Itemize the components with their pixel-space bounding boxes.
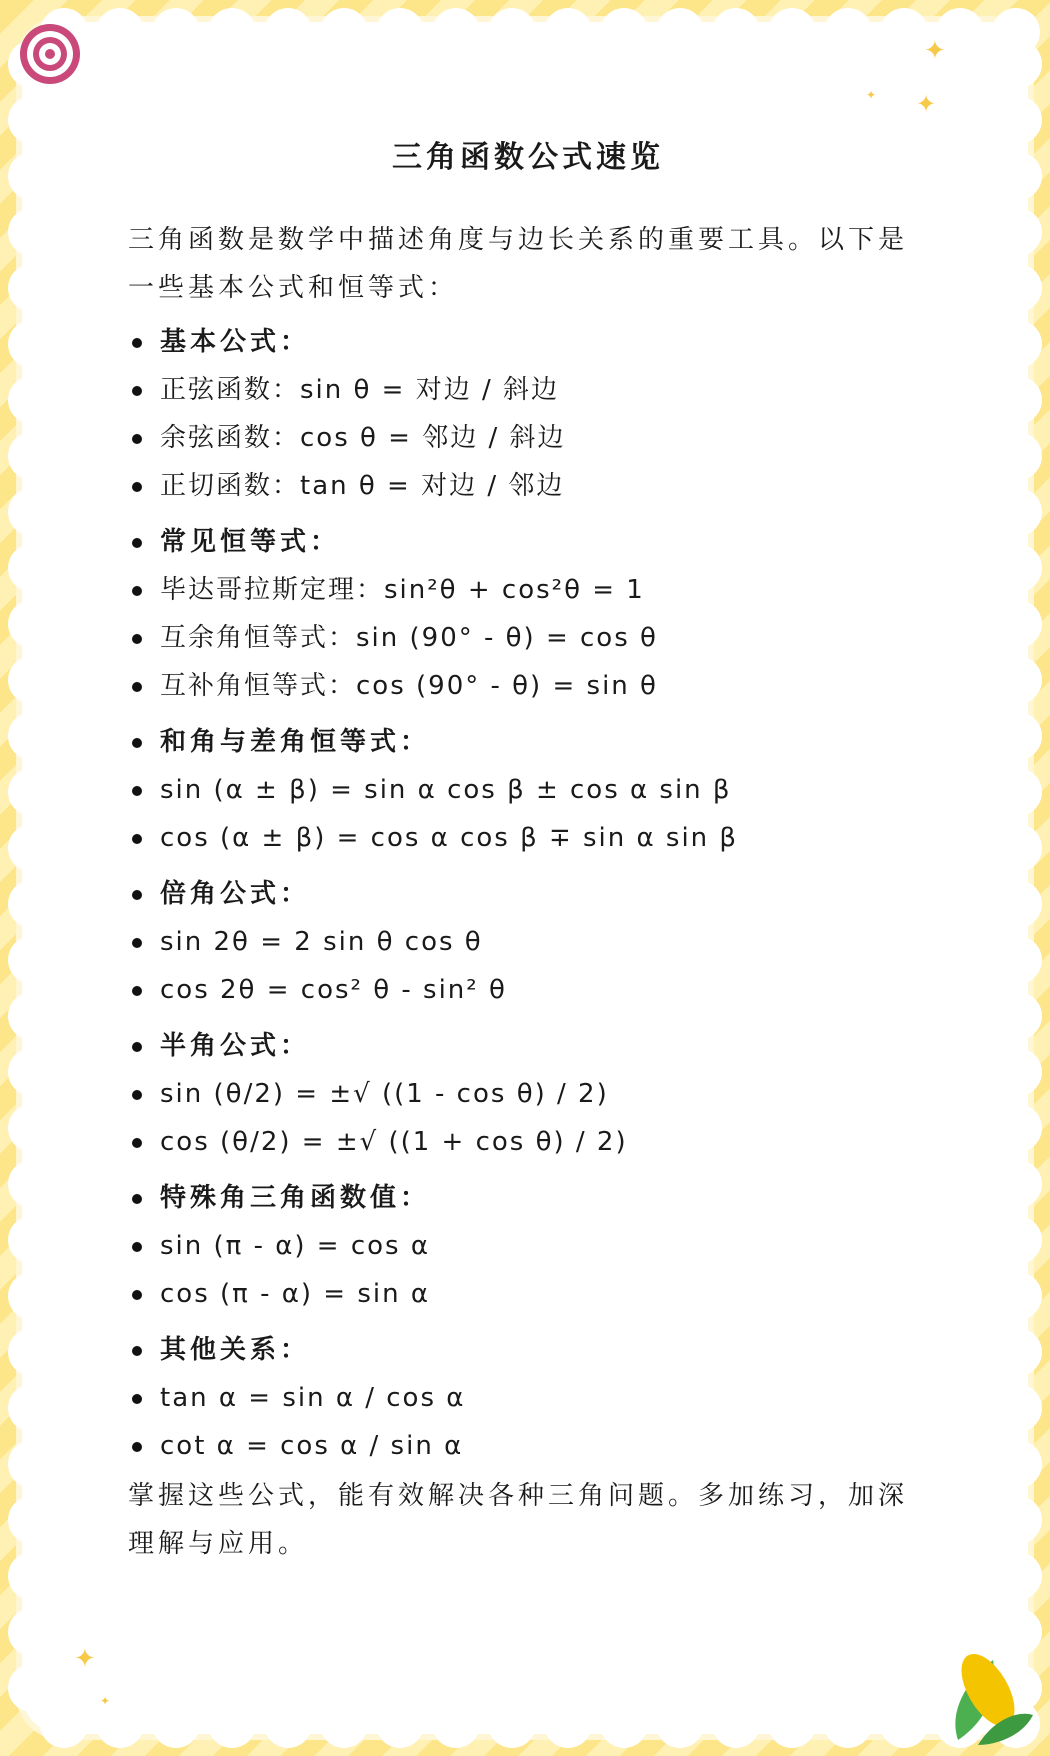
scallop [600, 1700, 648, 1748]
list-item: tan α = sin α / cos α [128, 1374, 928, 1422]
section-heading: 常见恒等式： [128, 518, 928, 566]
scallop [8, 264, 56, 312]
list-item: sin (α ± β) = sin α cos β ± cos α sin β [128, 766, 928, 814]
section-heading: 倍角公式： [128, 870, 928, 918]
scallop [488, 1700, 536, 1748]
list-item: sin (θ/2) = ±√ ((1 - cos θ) / 2) [128, 1070, 928, 1118]
scallop [994, 1104, 1042, 1152]
scallop [994, 768, 1042, 816]
scallop [8, 544, 56, 592]
list-item: cos (θ/2) = ±√ ((1 + cos θ) / 2) [128, 1118, 928, 1166]
scallop [994, 96, 1042, 144]
scallop [8, 1608, 56, 1656]
scallop [8, 96, 56, 144]
section-heading: 和角与差角恒等式： [128, 718, 928, 766]
scallop [994, 40, 1042, 88]
scallop [994, 880, 1042, 928]
scallop [8, 1440, 56, 1488]
scallop [8, 656, 56, 704]
scallop [264, 8, 312, 56]
scallop [8, 1160, 56, 1208]
scallop [264, 1700, 312, 1748]
corn-icon [938, 1640, 1038, 1750]
scallop [8, 1552, 56, 1600]
scallop [994, 1384, 1042, 1432]
scallop [8, 1272, 56, 1320]
intro-paragraph: 三角函数是数学中描述角度与边长关系的重要工具。以下是一些基本公式和恒等式： [128, 225, 909, 303]
main-content [128, 122, 928, 1574]
outro-paragraph: 掌握这些公式，能有效解决各种三角问题。多加练习，加深理解与应用。 [128, 1481, 909, 1559]
scallop [994, 432, 1042, 480]
scallop [994, 1216, 1042, 1264]
scallop [8, 880, 56, 928]
section-heading: 其他关系： [128, 1326, 928, 1374]
scallop [994, 488, 1042, 536]
sparkle-icon: ✦ [916, 90, 937, 118]
scallop [768, 8, 816, 56]
scallop [994, 936, 1042, 984]
section-heading: 半角公式： [128, 1022, 928, 1070]
list-item: sin 2θ = 2 sin θ cos θ [128, 918, 928, 966]
section-heading: 基本公式： [128, 318, 928, 366]
scallop [152, 1700, 200, 1748]
scallop [8, 1048, 56, 1096]
scallop [994, 992, 1042, 1040]
sparkle-icon: ✦ [74, 1644, 96, 1674]
list-item: 正切函数：tan θ = 对边 / 邻边 [128, 462, 928, 510]
list-item: cos 2θ = cos² θ - sin² θ [128, 966, 928, 1014]
scallop [994, 656, 1042, 704]
scallop [8, 152, 56, 200]
list-item: 毕达哥拉斯定理：sin²θ + cos²θ = 1 [128, 566, 928, 614]
scallop [8, 1328, 56, 1376]
scallop [488, 8, 536, 56]
scallop [656, 1700, 704, 1748]
scallop [8, 824, 56, 872]
scallop [8, 936, 56, 984]
scallop [824, 8, 872, 56]
sparkle-icon: ✦ [866, 88, 877, 102]
scallop [712, 8, 760, 56]
scallop [994, 1552, 1042, 1600]
scallop [96, 8, 144, 56]
scallop [994, 264, 1042, 312]
scallop [320, 8, 368, 56]
scallop [432, 8, 480, 56]
scallop [8, 1216, 56, 1264]
scallop [656, 8, 704, 56]
scallop [994, 1160, 1042, 1208]
scallop [8, 768, 56, 816]
list-item: 互补角恒等式：cos (90° - θ) = sin θ [128, 662, 928, 710]
scallop [8, 208, 56, 256]
scallop [8, 1384, 56, 1432]
scallop [994, 376, 1042, 424]
scallop [376, 8, 424, 56]
scallop [8, 320, 56, 368]
list-item: cot α = cos α / sin α [128, 1422, 928, 1470]
scallop [8, 1496, 56, 1544]
scallop [994, 544, 1042, 592]
scallop [994, 152, 1042, 200]
scallop [8, 600, 56, 648]
list-item: 正弦函数：sin θ = 对边 / 斜边 [128, 366, 928, 414]
scallop [994, 1496, 1042, 1544]
scallop [712, 1700, 760, 1748]
scallop [8, 1664, 56, 1712]
scallop [600, 8, 648, 56]
page-title: 三角函数公式速览 [392, 140, 664, 175]
scallop [880, 1700, 928, 1748]
scallop [208, 1700, 256, 1748]
scallop [994, 1440, 1042, 1488]
scallop [994, 1048, 1042, 1096]
scallop [994, 600, 1042, 648]
scallop [8, 1104, 56, 1152]
scallop [152, 8, 200, 56]
scallop [8, 488, 56, 536]
scallop [8, 992, 56, 1040]
scallop [8, 712, 56, 760]
scallop [994, 320, 1042, 368]
scallop [8, 376, 56, 424]
scallop [768, 1700, 816, 1748]
scallop [8, 432, 56, 480]
list-item: sin (π - α) = cos α [128, 1222, 928, 1270]
scallop [432, 1700, 480, 1748]
scallop [544, 8, 592, 56]
scallop [824, 1700, 872, 1748]
scallop [320, 1700, 368, 1748]
scallop [40, 1700, 88, 1748]
formula-list [128, 318, 928, 1470]
list-item: 互余角恒等式：sin (90° - θ) = cos θ [128, 614, 928, 662]
sparkle-icon: ✦ [100, 1694, 111, 1708]
scallop [994, 824, 1042, 872]
target-icon [18, 18, 82, 88]
scallop [994, 1272, 1042, 1320]
scallop [208, 8, 256, 56]
scallop [376, 1700, 424, 1748]
section-heading: 特殊角三角函数值： [128, 1174, 928, 1222]
list-item: 余弦函数：cos θ = 邻边 / 斜边 [128, 414, 928, 462]
scallop [544, 1700, 592, 1748]
list-item: cos (α ± β) = cos α cos β ∓ sin α sin β [128, 814, 928, 862]
scallop [994, 1328, 1042, 1376]
scallop [994, 208, 1042, 256]
scallop [994, 712, 1042, 760]
scallop [880, 8, 928, 56]
list-item: cos (π - α) = sin α [128, 1270, 928, 1318]
sparkle-icon: ✦ [924, 36, 946, 66]
